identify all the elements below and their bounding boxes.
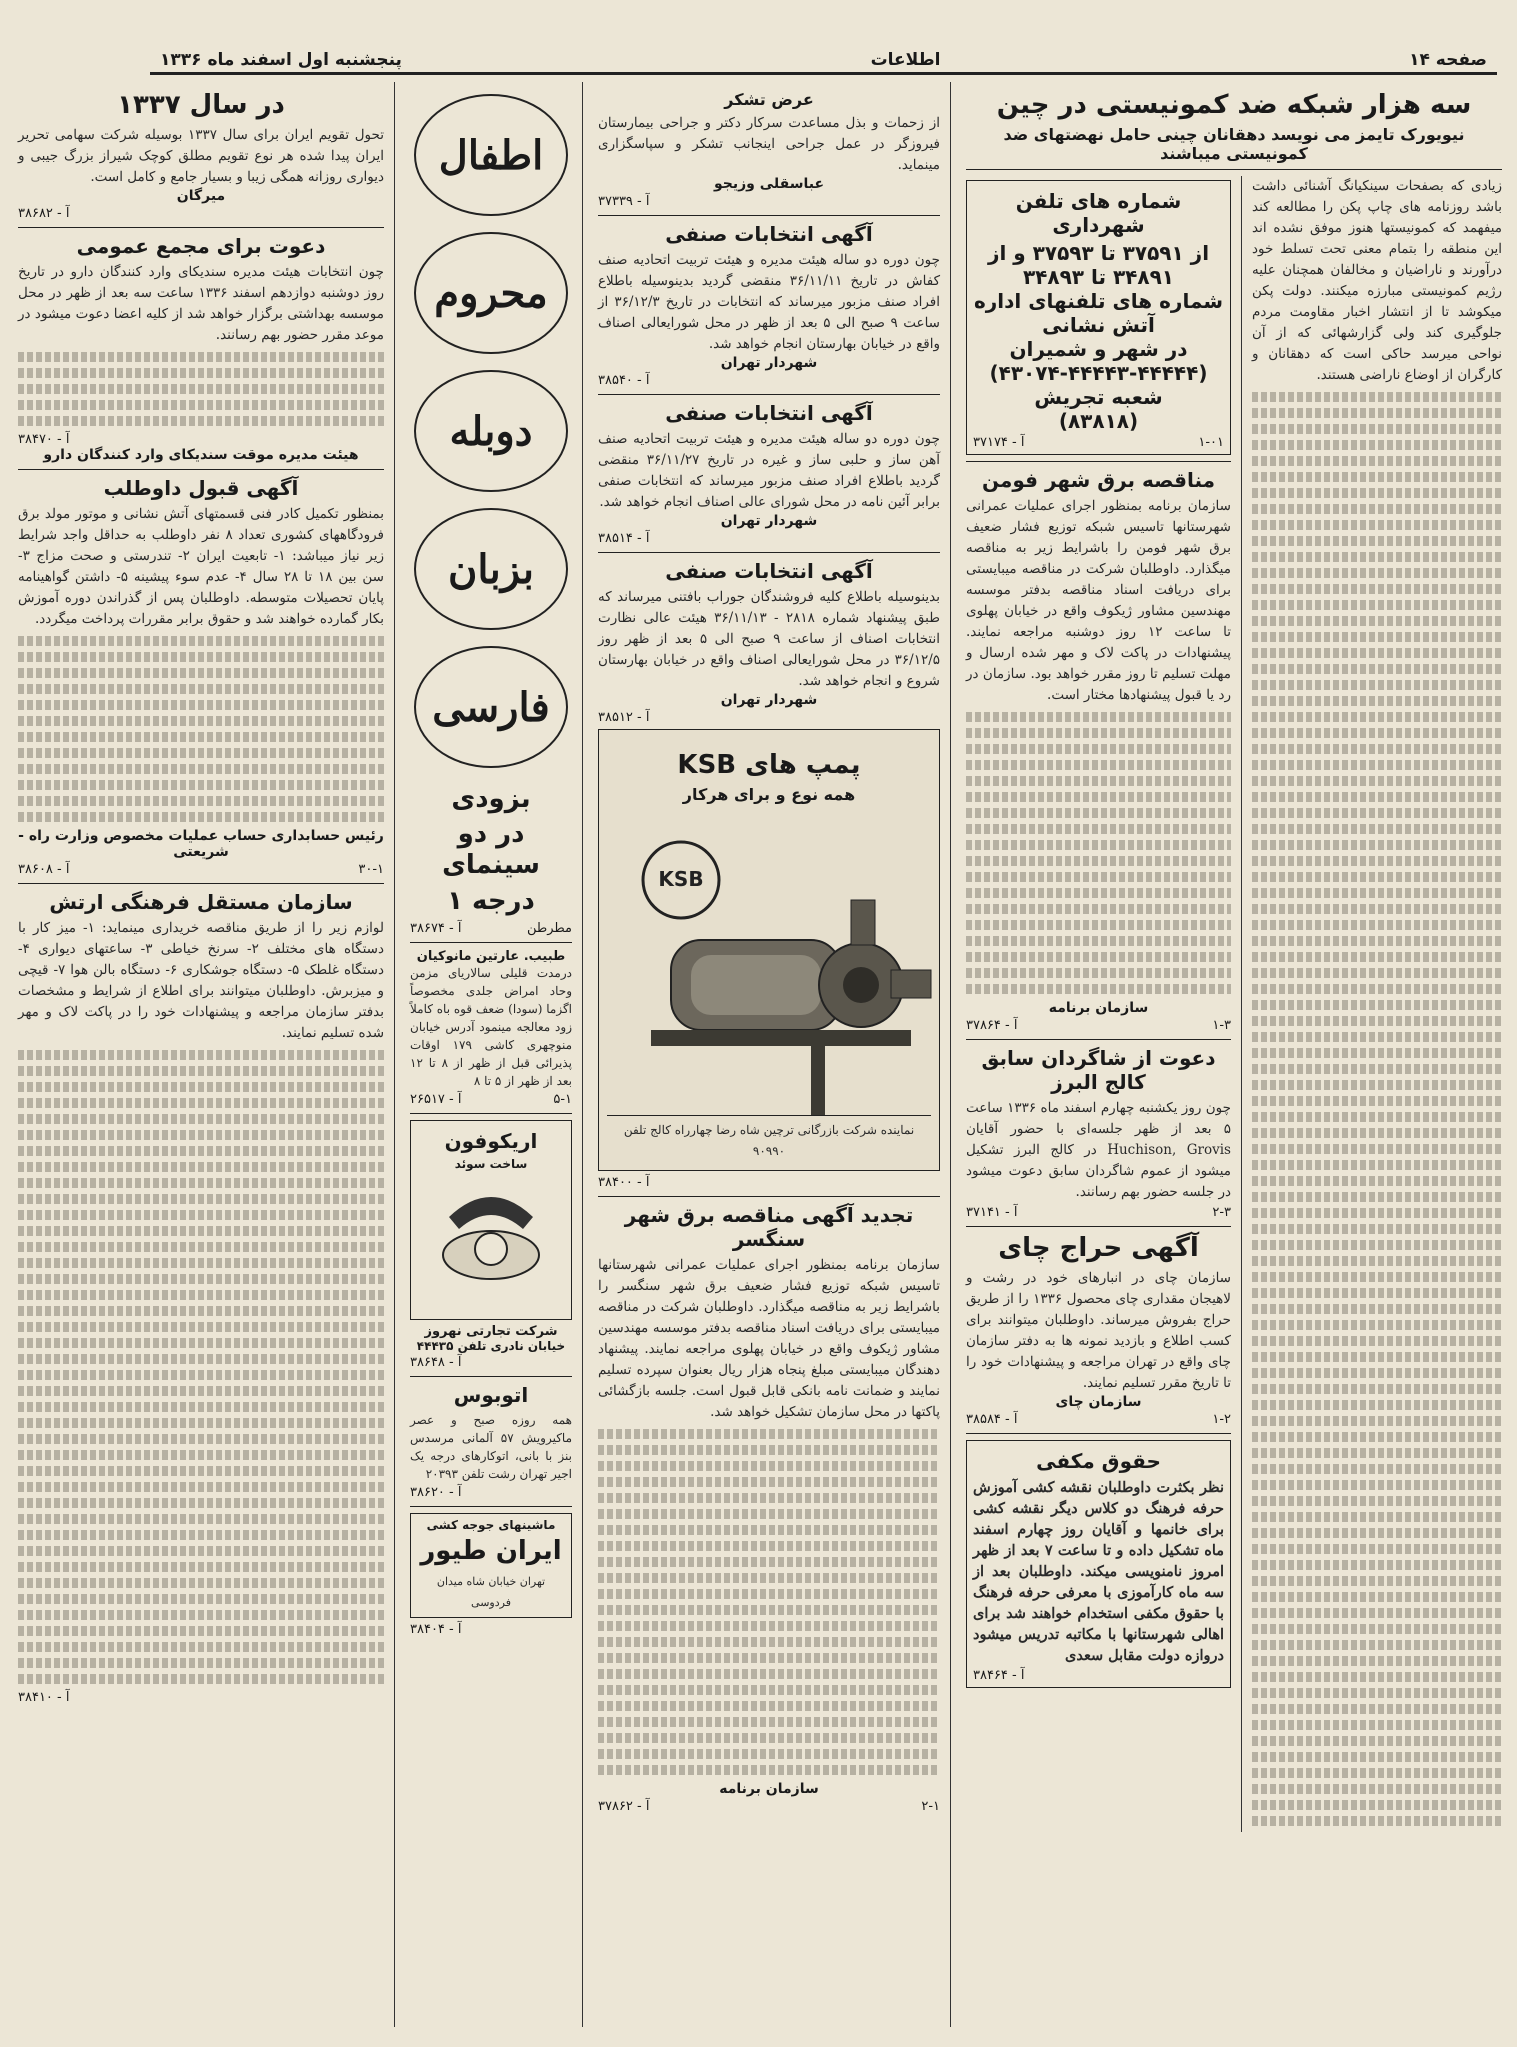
iran-toyur-address: تهران خیابان شاه میدان فردوسی <box>436 1574 546 1609</box>
election3-ref: آ - ۳۸۵۱۲ <box>598 710 650 725</box>
ksb-ref: آ - ۳۸۴۰۰ <box>598 1175 650 1190</box>
admission-ref-right: ۳۰-۱ <box>358 862 384 878</box>
column-cinema-ads <box>402 82 580 2027</box>
phones-line5: شعبه تجریش <box>1034 385 1163 410</box>
soon-line3: درجه ۱ <box>447 885 535 916</box>
sangsar-title: تجدید آگهی مناقصه برق شهر سنگسر <box>624 1203 914 1251</box>
assembly-ref: آ - ۳۸۴۷۰ <box>18 432 70 448</box>
ericophone-ad <box>410 1120 572 1320</box>
ericophone-title: اریکوفون <box>444 1128 538 1153</box>
phones-line4: (۴۳۰۷۴-۴۴۴۴۳-۴۴۴۴۴) <box>989 361 1208 386</box>
oval-word-2: محروم <box>414 232 568 354</box>
election1-title: آگهی انتخابات صنفی <box>665 222 873 246</box>
phones-line2: شماره های تلفنهای اداره آتش نشانی <box>973 289 1224 338</box>
phones-ref-right: ۱-۰۱ <box>1198 435 1224 451</box>
alborz-body: چون روز یکشنبه چهارم اسفند ماه ۱۳۳۶ ساعت ۵ بعد از ظهر جلسه‌ای با حضور آقایان Huchison, Grovis در کالج البرز تشکیل میشود از عموم شاگردان سابق دعوت میشود در جلسه حضور بهم رسانند. <box>966 1100 1231 1201</box>
election3-signature: شهردار تهران <box>720 692 818 708</box>
column-rule-2 <box>582 82 583 2027</box>
army-continued <box>18 1050 384 1684</box>
ksb-subtitle: همه نوع و برای هرکار <box>682 785 856 805</box>
telephone-icon <box>431 1177 551 1287</box>
doctor-body: درمدت قلیلی سالاریای مزمن وحاد امراض جلدی مخصوصاً اگزما (سودا) ضعف قوه باه کاملاً زود معالجه مینمود آدرس خیابان منوچهری کاشی ۱۷۹ اوقات پذیرائی قبل از ظهر از ۸ تا ۱۲ بعد از ظهر از ۵ تا ۸ <box>410 965 573 1088</box>
film-note: مطرطن <box>526 920 572 936</box>
hoquq-box <box>966 1440 1231 1688</box>
soon-line2: در دو سینمای <box>442 819 540 881</box>
tea-body: سازمان چای در انبارهای خود در رشت و لاهیجان مقداری چای محصول ۱۳۳۶ را از طریق حراج بفروش میرساند. داوطلبان میتوانند برای کسب اطلاع و بازدید نمونه ها به دفتر سازمان چای واقع در تهران مراجعه و پیشنهادات خود را تا تاریخ مقرر تسلیم نمایند. <box>966 1270 1232 1392</box>
army-ref: آ - ۳۸۴۱۰ <box>18 1690 70 1706</box>
sangsar-continued <box>598 1429 940 1775</box>
column-ads-elections <box>590 82 948 2027</box>
ksb-title: پمپ های KSB <box>677 750 861 780</box>
alborz-title: دعوت از شاگردان سابق کالج البرز <box>981 1046 1216 1095</box>
svg-text:KSB: KSB <box>658 867 704 891</box>
ericophone-company: شرکت تجارتی نهروز <box>424 1323 558 1339</box>
army-body: لوازم زیر را از طریق مناقصه خریداری مینماید: ۱- میز کار با دستگاه های مختلف ۲- سرنخ خیاطی ۳- ساعتهای دیواری ۴- دستگاه غلطک ۵- دستگاه جوشکاری ۶- دستگاه بالن هوا ۷- قیچی و میزبرش. داوطلبان میتوانند برای اطلاع از شرایط و مشخصات بدفتر سازمان مراجعه و پیشنهادات خود را در پاکت لاک و مهر شده تسلیم نمایند. <box>18 920 384 1042</box>
alborz-ref: آ - ۳۷۱۴۱ <box>966 1205 1018 1221</box>
column-rule-3 <box>394 82 395 2027</box>
doctor-title: طبیب. عارتین مانوکیان <box>416 948 566 964</box>
film-ref: آ - ۳۸۶۷۴ <box>410 920 462 936</box>
ksb-agent: نماینده شرکت بازرگانی ترچین شاه رضا چهارراه کالج تلفن ۹۰۹۹۰ <box>607 1115 931 1162</box>
election1-body: چون دوره دو ساله هیئت مدیره و هیئت تربیت اتحادیه صنف کفاش در تاریخ ۳۶/۱۱/۱۱ منقضی گردید بدینوسیله باطلاع افراد صنف مزبور میرساند که انتخابات در تاریخ ۳۶/۱۲/۳ از ساعت ۹ صبح الی ۵ بعد از ظهر در محل شورایعالی اصناف واقع در خیابان بهارستان انجام خواهد شد. <box>598 252 940 352</box>
sangsar-ref-right: ۲-۱ <box>921 1799 940 1814</box>
hoquq-title: حقوق مکفی <box>1036 1449 1161 1474</box>
iran-toyur-title: ایران طیور <box>420 1535 562 1566</box>
admission-ref: آ - ۳۸۶۰۸ <box>18 862 70 878</box>
alborz-ref-right: ۲-۳ <box>1212 1205 1231 1221</box>
tea-ref-right: ۱-۲ <box>1212 1412 1231 1428</box>
assembly-signature: هیئت مدیره موقت سندیکای وارد کنندگان دارو <box>43 447 359 464</box>
thanks-ref: آ - ۳۷۳۳۹ <box>598 194 650 209</box>
ericophone-subtitle: ساخت سوئد <box>454 1156 528 1171</box>
ericophone-ref: آ - ۳۸۶۴۸ <box>410 1354 462 1370</box>
sangsar-ref: آ - ۳۷۸۶۲ <box>598 1799 650 1814</box>
thanks-body: از زحمات و بذل مساعدت سرکار دکتر و جراحی بیمارستان فیروزگر در عمل جراحی اینجانب تشکر و سپاسگزاری مینماید. <box>598 115 940 173</box>
admission-title: آگهی قبول داوطلب <box>103 476 299 501</box>
iran-toyur-ad <box>410 1513 572 1618</box>
calendar-ref: آ - ۳۸۶۸۲ <box>18 206 70 222</box>
issue-date: پنجشنبه اول اسفند ماه ۱۳۳۶ <box>160 50 402 70</box>
election3-title: آگهی انتخابات صنفی <box>665 559 873 583</box>
oval-word-3: دوبله <box>414 370 568 492</box>
election3-body: بدینوسیله باطلاع کلیه فروشندگان جوراب بافتنی میرساند که طبق پیشنهاد شماره ۲۸۱۸ - ۳۶/۱۱/۱۳ هیئت عالی نظارت انتخابات اصناف از ساعت ۹ صبح الی ۵ بعد از ظهر روز ۳۶/۱۲/۵ در محل شورایعالی اصناف واقع در خیابان بهارستان شروع و انجام خواهد شد. <box>598 589 940 689</box>
column-news-ads <box>958 82 1510 2027</box>
phones-line1: از ۳۷۵۹۱ تا ۳۷۵۹۳ و از ۳۴۸۹۱ تا ۳۴۸۹۳ <box>987 241 1210 290</box>
iran-toyur-subtitle: ماشینهای جوجه کشی <box>426 1517 556 1532</box>
china-headline: سه هزار شبکه ضد کمونیستی در چین <box>996 90 1472 120</box>
phones-box <box>966 180 1231 455</box>
assembly-continued <box>18 352 384 426</box>
tea-ref: آ - ۳۸۵۸۴ <box>966 1412 1018 1428</box>
column-notices <box>10 82 392 2027</box>
phones-title: شماره های تلفن شهرداری <box>1015 189 1182 238</box>
tea-title: آگهی حراج چای <box>998 1233 1199 1264</box>
doctor-ref: آ - ۲۶۵۱۷ <box>410 1091 462 1107</box>
election2-signature: شهردار تهران <box>720 513 818 529</box>
hoquq-body: نظر بکثرت داوطلبان نقشه کشی آموزش حرفه فرهنگ دو کلاس دیگر نقشه کشی برای خانمها و آقایان روز چهارم اسفند ماه تشکیل داده و تا ساعت ۷ بعد از ظهر امروز نامنویسی میکند. داوطلبان بعد از سه ماه کارآموزی با معرفی حرفه فرهنگ با حقوق مکفی استخدام خواهند شد برای اهالی شهرستانها با مکاتبه تدریس میشود دروازه دولت مقابل سعدی <box>973 1479 1224 1665</box>
sangsar-signature: سازمان برنامه <box>719 1781 819 1797</box>
sangsar-body: سازمان برنامه بمنظور اجرای عملیات عمرانی شهرستانها تاسیس شبکه توزیع فشار ضعیف برق شهر سنگسر را باشرایط زیر به مناقصه میگذارد. داوطلبان شرکت در مناقصه میبایستی برای دریافت اسناد مناقصه بدفتر موسسه مهندسین مشاور ژیکوف واقع در خیابان پهلوی مراجعه نمایند. پیشنهاد دهندگان میبایستی مبلغ پنجاه هزار ریال بعنوان سپرده تسلیم نمایند و ضمانت نامه بانکی قابل قبول است. جلسه بازگشائی پاکتها در محل سازمان تشکیل خواهد شد. <box>598 1257 940 1420</box>
ksb-pump-ad <box>598 729 940 1171</box>
fuman-continued <box>966 712 1231 994</box>
calendar-signature: میرگان <box>176 188 226 205</box>
paper-name: اطلاعات <box>870 50 941 70</box>
china-article-body: زیادی که بصفحات سینکیانگ آشنائی داشت باشد روزنامه های چاپ پکن را مطالعه کند میفهمد که کمونیستها هنوز موفق نشده اند این منطقه را بتمام معنی تحت تسلط خود درآورند و ناراضیان و مخالفان همچنان علیه رژیم کمونیستی مبارزه میکنند. دولت پکن میکوشد تا از انتشار اخبار مقاومت مردم جلوگیری کند ولی گزارشهائی که از آن نواحی میرسد حاکی است که دهقانان و کارگران از اوضاع ناراضی هستند. <box>1252 178 1502 384</box>
fuman-signature: سازمان برنامه <box>1048 1000 1149 1017</box>
fuman-body: سازمان برنامه بمنظور اجرای عملیات عمرانی شهرستانها تاسیس شبکه توزیع فشار ضعیف برق شهر فومن را باشرایط زیر به مناقصه میگذارد. داوطلبان شرکت در مناقصه میبایستی برای دریافت اسناد مناقصه بدفتر موسسه مهندسین مشاور ژیکوف واقع در خیابان پهلوی تا ساعت ۱۲ روز دوشنبه مراجعه نمایند. پیشنهادات در پاکت لاک و مهر شده ارسال و مهلت تسلیم تا روز مقرر خواهد بود. سازمان در رد یا قبول پیشنهادها مختار است. <box>966 498 1231 704</box>
soon-line1: بزودی <box>451 784 531 814</box>
assembly-body: چون انتخابات هیئت مدیره سندیکای وارد کنندگان دارو در تاریخ روز دوشنبه دوازدهم اسفند ۱۳۳۶ ساعت سه بعد از ظهر در محل موسسه بهداشتی برگزار خواهد شد از کلیه اعضا دعوت میشود در موعد مقرر حضور بهم رسانند. <box>18 264 384 344</box>
china-subheadline: نیویورک تایمز می نویسد دهقانان چینی حامل نهضتهای ضد کمونیستی میباشند <box>1003 125 1465 164</box>
autobus-title: اتوبوس <box>453 1382 529 1407</box>
autobus-body: همه روزه صبح و عصر ماکیرویش ۵۷ آلمانی مرسدس بنز با بانی، اتوکارهای درجه یک اجیر تهران رشت تلفن ۲۰۳۹۳ <box>410 1412 572 1481</box>
phones-ref: آ - ۳۷۱۷۴ <box>973 435 1025 451</box>
china-article-continued <box>1252 392 1502 1826</box>
fuman-title: مناقصه برق شهر فومن <box>981 468 1216 493</box>
election2-body: چون دوره دو ساله هیئت مدیره و هیئت تربیت اتحادیه صنف آهن ساز و حلبی ساز و غیره در تاریخ ۳۶/۱۱/۲۷ منقضی گردید باطلاع افراد صنف مزبور میرساند که انتخابات صنفی برابر آئین نامه در محل شورای عالی اصناف انجام خواهد شد. <box>598 431 940 510</box>
oval-word-4: بزبان <box>414 508 568 630</box>
election2-title: آگهی انتخابات صنفی <box>665 401 873 425</box>
calendar-title: در سال ۱۳۳۷ <box>117 90 285 120</box>
army-title: سازمان مستقل فرهنگی ارتش <box>49 890 353 915</box>
phones-line3: در شهر و شمیران <box>1009 337 1188 362</box>
page-number: صفحه ۱۴ <box>1409 50 1487 70</box>
election1-signature: شهردار تهران <box>720 355 818 371</box>
autobus-ref: آ - ۳۸۶۲۰ <box>410 1484 462 1500</box>
ericophone-address: خیابان نادری تلفن ۴۴۴۳۵ <box>416 1338 566 1353</box>
pump-illustration <box>611 820 941 1120</box>
election1-ref: آ - ۳۸۵۴۰ <box>598 373 650 388</box>
election2-ref: آ - ۳۸۵۱۴ <box>598 531 650 546</box>
doctor-ref-right: ۵-۱ <box>553 1091 572 1107</box>
column-rule-1 <box>950 82 951 2027</box>
admission-body: بمنظور تکمیل کادر فنی قسمتهای آتش نشانی و موتور مولد برق فرودگاههای کشوری تعداد ۸ نفر داوطلب به حداقل واجد شرایط زیر نیاز میباشد: ۱- تابعیت ایران ۲- تندرستی و صحت مزاج ۳- سن بین ۱۸ تا ۲۸ سال ۴- عدم سوء پیشینه ۵- داشتن گواهینامه پایان تحصیلات متوسطه. داوطلبان پس از گذراندن دوره آموزش بکار گمارده خواهند شد و حقوق برابر مقررات پرداخت میگردد. <box>18 506 384 628</box>
fuman-ref: آ - ۳۷۸۶۴ <box>966 1018 1018 1034</box>
hoquq-ref: آ - ۳۸۴۶۴ <box>973 1668 1025 1684</box>
fuman-ref-right: ۱-۳ <box>1212 1018 1231 1034</box>
tea-signature: سازمان چای <box>1055 1394 1142 1411</box>
calendar-body: تحول تقویم ایران برای سال ۱۳۳۷ بوسیله شرکت سهامی تحریر ایران پیدا شده هر نوع تقویم مطلق کوچک شیراز بزرگ جیبی و دیواری روزانه همگی زیبا و بسیار جامع و کامل است. <box>18 127 384 186</box>
admission-signature: رئیس حسابداری حساب عملیات مخصوص وزارت راه - شریعتی <box>18 828 384 861</box>
oval-word-1: اطفال <box>414 94 568 216</box>
assembly-title: دعوت برای مجمع عمومی <box>76 234 326 259</box>
thanks-title: عرض تشکر <box>724 90 814 109</box>
thanks-signature: عباسقلی وزیجو <box>713 176 825 192</box>
phones-line6: (۸۳۸۱۸) <box>1058 409 1139 434</box>
oval-word-5: فارسی <box>414 646 568 768</box>
iran-toyur-ref: آ - ۳۸۴۰۴ <box>410 1621 462 1637</box>
page-header <box>150 48 1497 75</box>
admission-continued <box>18 636 384 822</box>
